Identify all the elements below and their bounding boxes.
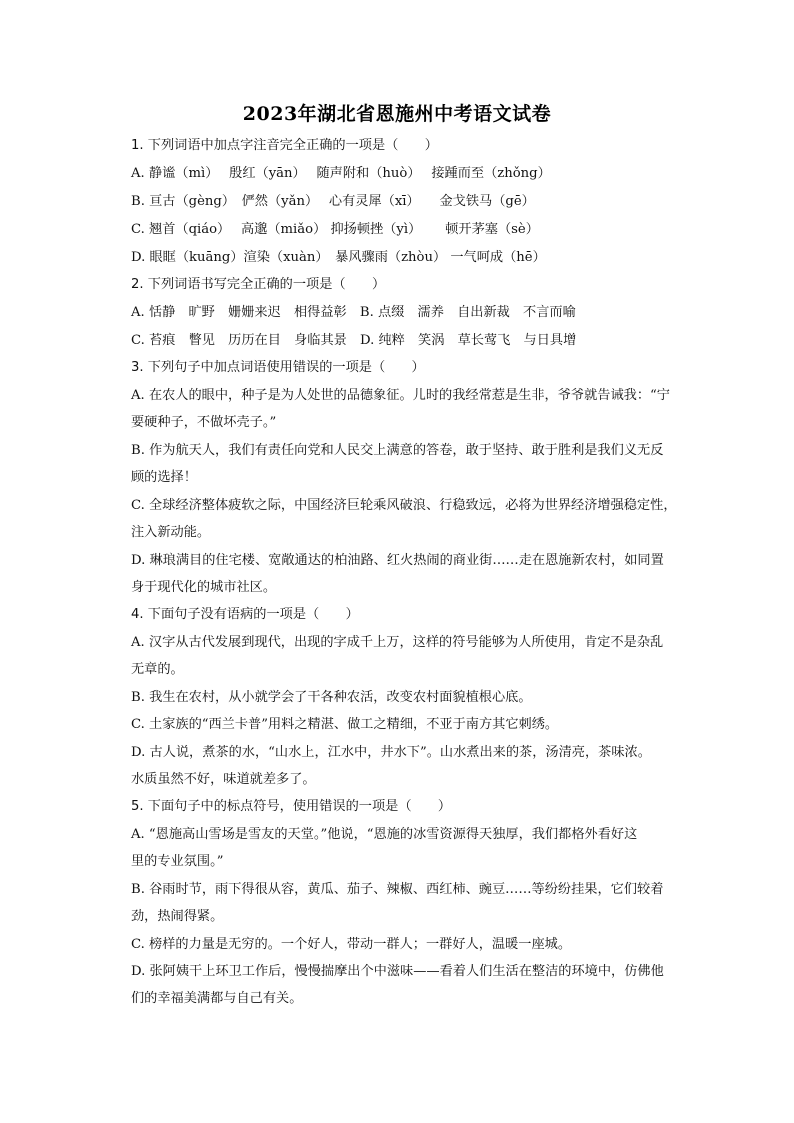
question-4-option-d-line-1: D. 古人说，煮茶的水，“山水上，江水中，井水下”。山水煮出来的茶，汤清亮，茶味浓。 — [131, 745, 651, 760]
question-5-option-a-line-1: A. “恩施高山雪场是雪友的天堂。”他说，“恩施的冰雪资源得天独厚，我们都格外看好这 — [131, 827, 638, 842]
question-5-option-a-line-2: 里的专业氛围。” — [131, 854, 224, 869]
question-2-options-ab: A. 恬静 旷野 姗姗来迟 相得益彰 B. 点缀 濡养 自出新裁 不言而喻 — [131, 305, 576, 320]
question-4-option-d-line-2: 水质虽然不好，味道就差多了。 — [131, 772, 316, 787]
question-1-stem: 1. 下列词语中加点字注音完全正确的一项是（ ） — [131, 138, 438, 153]
question-3-option-a-line-1: A. 在农人的眼中，种子是为人处世的品德象征。儿时的我经常惹是生非，爷爷就告诫我：“宁 — [131, 388, 670, 403]
question-5-option-b-line-1: B. 谷雨时节，雨下得很从容，黄瓜、茄子、辣椒、西红柿、豌豆……等纷纷挂果，它们较着 — [131, 882, 664, 897]
question-1-option-b: B. 亘古（gèng） 俨然（yǎn） 心有灵犀（xī） 金戈铁马（gē） — [131, 194, 535, 209]
question-4-option-a-line-2: 无章的。 — [131, 662, 184, 677]
question-3-option-b-line-2: 顾的选择！ — [131, 470, 197, 485]
page-title: 2023年湖北省恩施州中考语文试卷 — [242, 103, 552, 125]
question-2-stem: 2. 下列词语书写完全正确的一项是（ ） — [131, 277, 386, 292]
question-4-option-a-line-1: A. 汉字从古代发展到现代，出现的字成千上万，这样的符号能够为人所使用，肯定不是杂乱 — [131, 635, 664, 650]
question-5-option-d-line-1: D. 张阿姨干上环卫工作后，慢慢揣摩出个中滋味——看着人们生活在整洁的环境中，仿佛他 — [131, 964, 664, 979]
question-5-option-d-line-2: 们的幸福美满都与自己有关。 — [131, 991, 303, 1006]
question-5-option-b-line-2: 劲，热闹得紧。 — [131, 909, 224, 924]
question-3-option-d-line-1: D. 琳琅满目的住宅楼、宽敞通达的柏油路、红火热闹的商业街……走在恩施新农村，如同置 — [131, 553, 664, 568]
question-5-stem: 5. 下面句子中的标点符号，使用错误的一项是（ ） — [131, 799, 452, 814]
question-4-stem: 4. 下面句子没有语病的一项是（ ） — [131, 607, 359, 622]
question-3-option-d-line-2: 身于现代化的城市社区。 — [131, 580, 277, 595]
question-3-option-c-line-2: 注入新动能。 — [131, 525, 211, 540]
question-4-option-c: C. 土家族的“西兰卡普”用料之精湛、做工之精细，不亚于南方其它刺绣。 — [131, 717, 559, 732]
question-1-option-d: D. 眼眶（kuāng）渲染（xuàn） 暴风骤雨（zhòu） 一气呵成（hē） — [131, 250, 546, 265]
question-2-options-cd: C. 苔痕 瞥见 历历在目 身临其景 D. 纯粹 笑涡 草长莺飞 与日具增 — [131, 333, 577, 348]
question-4-option-b: B. 我生在农村，从小就学会了干各种农活，改变农村面貌植根心底。 — [131, 690, 532, 705]
question-3-option-b-line-1: B. 作为航天人，我们有责任向党和人民交上满意的答卷，敢于坚持、敢于胜利是我们义无反 — [131, 443, 664, 458]
question-1-option-c: C. 翘首（qiáo） 高邈（miǎo） 抑扬顿挫（yì） 顿开茅塞（sè） — [131, 222, 539, 237]
question-3-stem: 3. 下列句子中加点词语使用错误的一项是（ ） — [131, 360, 425, 375]
question-5-option-c: C. 榜样的力量是无穷的。一个好人，带动一群人；一群好人，温暖一座城。 — [131, 937, 572, 952]
question-3-option-c-line-1: C. 全球经济整体疲软之际，中国经济巨轮乘风破浪、行稳致远，必将为世界经济增强稳定性， — [131, 498, 677, 513]
question-1-option-a: A. 静谧（mì） 殷红（yān） 随声附和（huò） 接踵而至（zhǒng） — [131, 166, 551, 181]
question-3-option-a-line-2: 要硬种子，不做坏壳子。” — [131, 415, 277, 430]
